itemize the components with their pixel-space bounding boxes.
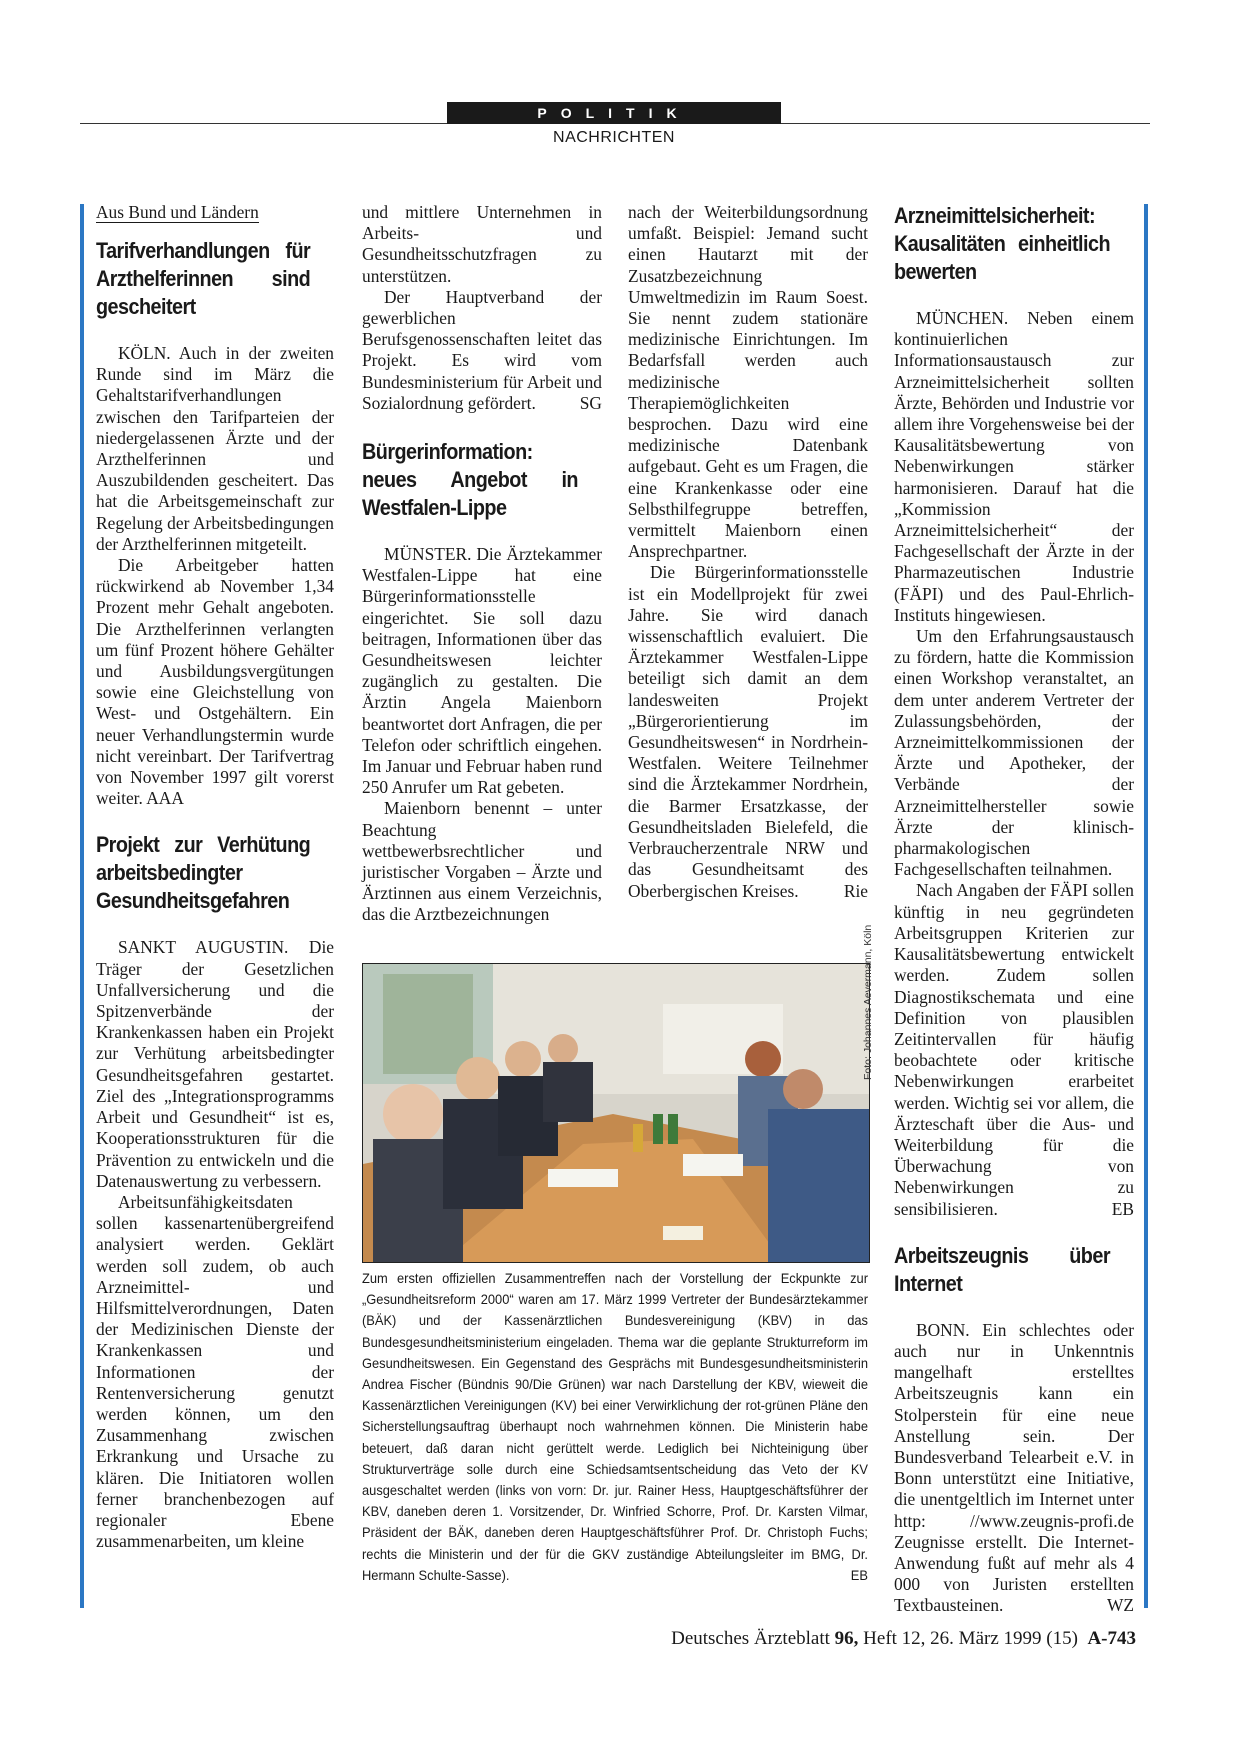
paragraph: SANKT AUGUSTIN. Die Träger der Gesetzlichen Unfallversicherung und die Spitzenverbände der Krankenkassen haben ein Projekt zur Verhütung arbeitsbedingter Gesundheitsgefahren gestartet. Ziel des „Integrationsprogramms Arbeit und Gesundheit“ ist es, Kooperationsstrukturen für die Prävention zu entwickeln und die Datenauswertung zu verbessern. bbox=[96, 937, 334, 1191]
headline-tarif: Tarifverhandlungen für Arzthelferinnen sind gescheitert bbox=[96, 238, 311, 319]
author-signature: Rie bbox=[843, 880, 868, 901]
page-footer bbox=[671, 1628, 1136, 1650]
paragraph: nach der Weiterbildungsordnung umfaßt. Beispiel: Jemand sucht einen Hautarzt mit der Zusatzbezeichnung Umweltmedizin im Raum Soest. Sie nennt zudem stationäre medizinische Einrichtungen. Im Bedarfsfall werden auch medizinische Therapiemöglichkeiten besprochen. Dazu wird eine medizinische Datenbank aufgebaut. Geht es um Fragen, die eine Krankenkasse oder eine Selbsthilfegruppe betreffen, vermittelt Maienborn einen Ansprechpartner. bbox=[628, 202, 868, 562]
page-number: A-743 bbox=[1087, 1628, 1136, 1649]
photo-caption: Zum ersten offiziellen Zusammentreffen nach der Vorstellung der Eckpunkte zur „Gesundheitsreform 2000“ waren am 17. März 1999 Vertreter der Bundesärztekammer (BÄK) und der Kassenärztlichen Bundesvereinigung (KBV) in das Bundesgesundheitsministerium eingeladen. Thema war die geplante Strukturreform im Gesundheitswesen. Ein Gegenstand des Gesprächs mit Bundesgesundheitsministerin Andrea Fischer (Bündnis 90/Die Grünen) war nach Darstellung der KBV, wieweit die Kassenärztlichen Vereinigungen (KV) bei einer Verwirklichung der rot-grünen Pläne den Sicherstellungsauftrag überhaupt noch wahrnehmen können. Die Ministerin habe beteuert, daß daran nicht gerüttelt werde. Lediglich bei Nichteinigung über Strukturverträge solle durch eine Schiedsamtsentscheidung das Veto der KV ausgeschaltet werden (links von vorn: Dr. jur. Rainer Hess, Hauptgeschäftsführer der KBV, daneben deren 1. Vorsitzender, Dr. Winfried Schorre, Prof. Dr. Karsten Vilmar, Präsident der BÄK, daneben deren Hauptgeschäftsführer Prof. Dr. Christoph Fuchs; rechts die Ministerin und der für die GKV zuständige Abteilungsleiter im BMG, Dr. Hermann Schulte-Sasse). EB bbox=[362, 1268, 868, 1586]
column-4 bbox=[894, 202, 1134, 1617]
meeting-photo bbox=[362, 963, 870, 1263]
accent-bar-left bbox=[80, 204, 84, 1608]
column-1 bbox=[96, 202, 334, 1552]
author-signature: WZ bbox=[1106, 1595, 1134, 1616]
column-3 bbox=[628, 202, 868, 902]
paragraph: BONN. Ein schlechtes oder auch nur in Unkenntnis mangelhaft erstelltes Arbeitszeugnis kann ein Stolperstein für eine neue Anstellung sein. Der Bundesverband Telearbeit e.V. in Bonn unterstützt eine Initiative, die unentgeltlich im Internet unter http: //www.zeugnis-profi.de Zeugnisse erstellt. Die Internet-Anwendung fußt auf mehr als 4 000 von Juristen erstellten Textbausteinen. WZ bbox=[894, 1319, 1134, 1616]
paragraph: Maienborn benennt – unter Beachtung wettbewerbsrechtlicher und juristischer Vorgaben – Ärzte und Ärztinnen aus einem Verzeichnis, das die Arztbezeichnungen bbox=[362, 798, 602, 925]
accent-bar-right bbox=[1144, 204, 1148, 1608]
paragraph: Der Hauptverband der gewerblichen Berufsgenossenschaften leitet das Projekt. Es wird vom Bundesministerium für Arbeit und Sozialordnung gefördert. SG bbox=[362, 286, 602, 413]
column-2 bbox=[362, 202, 602, 926]
paragraph: Die Bürgerinformationsstelle ist ein Modellprojekt für zwei Jahre. Sie wird danach wissenschaftlich evaluiert. Die Ärztekammer Westfalen-Lippe beteiligt sich damit an dem landesweiten Projekt „Bürgerorientierung im Gesundheitswesen“ in Nordrhein-Westfalen. Weitere Teilnehmer sind die Ärztekammer Nordrhein, die Barmer Ersatzkasse, der Gesundheitsladen Bielefeld, die Verbraucherzentrale NRW und das Gesundheitsamt des Oberbergischen Kreises. Rie bbox=[628, 562, 868, 901]
journal-name: Deutsches Ärzteblatt bbox=[671, 1628, 830, 1649]
section-label: POLITIK bbox=[447, 102, 781, 124]
author-signature: AAA bbox=[146, 788, 184, 809]
paragraph: MÜNCHEN. Neben einem kontinuierlichen Informationsaustausch zur Arzneimittelsicherheit sollten Ärzte, Behörden und Industrie vor allem ihre Vorgehensweise bei der Kausalitätsbewertung von Nebenwirkungen stärker harmonisieren. Darauf hat die „Kommission Arzneimittelsicherheit“ der Fachgesellschaft der Ärzte in der Pharmazeutischen Industrie (FÄPI) und des Paul-Ehrlich-Instituts hingewiesen. bbox=[894, 308, 1134, 625]
paragraph: Nach Angaben der FÄPI sollen künftig in neu gegründeten Arbeitsgruppen Kriterien zur Kausalitätsbewertung entwickelt werden. Zudem sollen Diagnostikschemata und eine Definition von plausiblen Zeitintervallen für häufig beobachtete oder kritische Nebenwirkungen erarbeitet werden. Wichtig sei vor allem, die Ärzteschaft über die Aus- und Weiterbildung für die Überwachung von Nebenwirkungen zu sensibilisieren. EB bbox=[894, 880, 1134, 1219]
kicker: Aus Bund und Ländern bbox=[96, 202, 259, 222]
paragraph: Arbeitsunfähigkeitsdaten sollen kassenartenübergreifend analysiert werden. Geklärt werden soll zudem, ob auch Arzneimittel- und Hilfsmittelverordnungen, Daten der Medizinischen Dienste der Krankenkassen und Informationen der Rentenversicherung genutzt werden können, um den Zusammenhang zwischen Erkrankung und Ursache zu klären. Die Initiatoren wollen ferner branchenbezogen auf regionaler Ebene zusammenarbeiten, um kleine bbox=[96, 1191, 334, 1552]
author-signature: SG bbox=[579, 392, 602, 413]
headline-arzneimittel: Arzneimittelsicherheit: Kausalitäten einheitlich bewerten bbox=[894, 203, 1110, 284]
headline-arbeitszeugnis: Arbeitszeugnis über Internet bbox=[894, 1242, 1110, 1296]
author-signature: EB bbox=[1111, 1198, 1134, 1219]
paragraph: Um den Erfahrungsaustausch zu fördern, hatte die Kommission einen Workshop veranstaltet, an dem unter anderem Vertreter der Zulassungsbehörden, der Arzneimittelkommissionen der Ärzte und Apotheker, der Verbände der Arzneimittelhersteller sowie Ärzte der klinisch-pharmakologischen Fachgesellschaften teilnahmen. bbox=[894, 626, 1134, 880]
paragraph: MÜNSTER. Die Ärztekammer Westfalen-Lippe hat eine Bürgerinformationsstelle eingerichtet. Sie soll dazu beitragen, Informationen über das Gesundheitswesen leichter zugänglich zu gestalten. Die Ärztin Angela Maienborn beantwortet dort Anfragen, die per Telefon oder schriftlich eingehen. Im Januar und Februar haben rund 250 Anrufer um Rat gebeten. bbox=[362, 544, 603, 798]
paragraph: Die Arbeitgeber hatten rückwirkend ab November 1,34 Prozent mehr Gehalt angeboten. Die Arzthelferinnen verlangten um fünf Prozent höhere Gehälter und Ausbildungsvergütungen sowie eine Gleichstellung von West- und Ostgehältern. Ein neuer Verhandlungstermin wurde nicht vereinbart. Der Tarifvertrag von November 1997 gilt vorerst weiter. AAA bbox=[96, 555, 334, 809]
headline-buergerinfo: Bürgerinformation: neues Angebot in Westfalen-Lippe bbox=[362, 439, 578, 521]
volume-number: 96, bbox=[834, 1628, 859, 1649]
caption-signature: EB bbox=[850, 1566, 868, 1583]
paragraph: und mittlere Unternehmen in Arbeits- und Gesundheitsschutzfragen zu unterstützen. bbox=[362, 202, 602, 286]
photo-credit: Foto: Johannes Aevermann, Köln bbox=[862, 924, 874, 1080]
headline-projekt: Projekt zur Verhütung arbeitsbedingter Gesundheitsgefahren bbox=[96, 832, 311, 914]
issue-info: Heft 12, 26. März 1999 (15) bbox=[863, 1628, 1078, 1649]
subsection-label: NACHRICHTEN bbox=[553, 129, 675, 146]
paragraph: KÖLN. Auch in der zweiten Runde sind im März die Gehaltstarifverhandlungen zwischen den Tarifparteien der niedergelassenen Ärzte und der Arzthelferinnen und Auszubildenden gescheitert. Das hat die Arbeitsgemeinschaft zur Regelung der Arbeitsbedingungen der Arzthelferinnen mitgeteilt. bbox=[96, 343, 334, 554]
